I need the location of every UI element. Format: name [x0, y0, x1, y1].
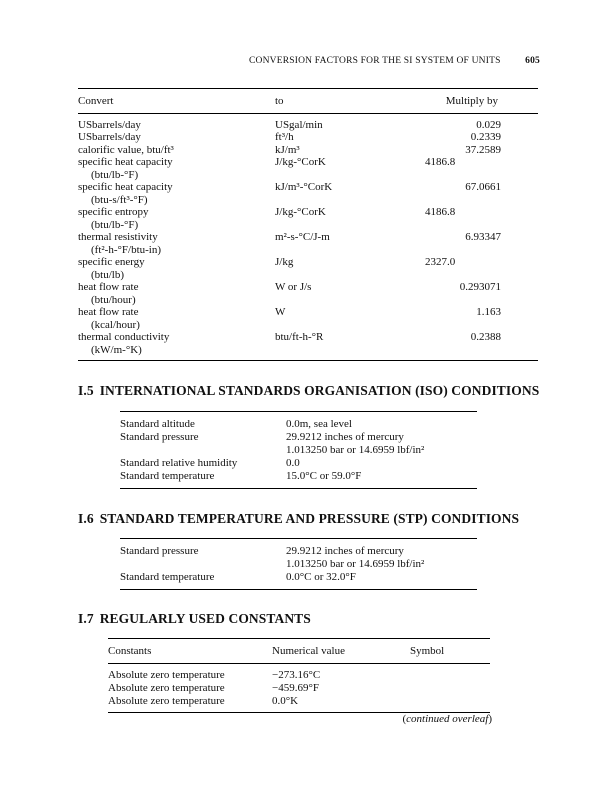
convert-to: btu/ft-h-°R [275, 331, 324, 343]
conversion-table-header [78, 89, 538, 114]
multiply-factor: 4186.8 [425, 156, 456, 168]
condition-label [120, 558, 286, 571]
multiply-factor: 37.2589 [465, 143, 501, 156]
condition-label: Standard relative humidity [120, 457, 238, 469]
continued-note: (continued overleaf) [402, 713, 492, 725]
convert-to: J/kg [275, 256, 294, 268]
multiply-factor: 67.0661 [465, 181, 501, 193]
constant-symbol [410, 695, 490, 713]
conversion-table-body [78, 113, 538, 361]
constant-value: −459.69°F [272, 682, 319, 694]
condition-label: Standard pressure [120, 431, 199, 443]
condition-label: Standard temperature [120, 470, 215, 482]
section-heading-iso [78, 383, 539, 399]
constant-value: 0.0°K [272, 695, 299, 707]
multiply-factor: 0.293071 [459, 281, 501, 293]
convert-to: kJ/m³-°CorK [275, 181, 333, 193]
conversion-row [78, 231, 538, 256]
conversion-row [78, 331, 538, 361]
running-head [249, 56, 540, 66]
convert-from-unit: (btu-s/ft³-°F) [91, 193, 148, 206]
convert-to: m²-s-°C/J-m [275, 231, 330, 243]
condition-value: 1.013250 bar or 14.6959 lbf/in² [286, 558, 425, 570]
header-symbol: Symbol [410, 645, 445, 657]
condition-label [120, 444, 286, 457]
convert-from: thermal conductivity [78, 331, 170, 343]
condition-row [120, 444, 477, 457]
stp-conditions-table [120, 538, 477, 590]
section-heading-constants [78, 611, 311, 627]
convert-to: W [275, 306, 286, 318]
convert-from-unit: (btu/hour) [91, 293, 136, 306]
constants-table [108, 638, 490, 713]
section-title: INTERNATIONAL STANDARDS ORGANISATION (ISO) CONDITIONS [99, 383, 540, 398]
continued-text: continued overleaf [406, 713, 489, 725]
condition-row [120, 571, 477, 590]
section-title: REGULARLY USED CONSTANTS [99, 611, 311, 626]
convert-from: USbarrels/day [78, 131, 141, 143]
header-to: to [275, 95, 284, 107]
header-numerical-value: Numerical value [272, 645, 345, 657]
convert-to: J/kg-°CorK [275, 156, 326, 168]
condition-row [120, 558, 477, 571]
iso-conditions-body [120, 412, 477, 489]
convert-from: USbarrels/day [78, 118, 141, 131]
multiply-factor: 0.029 [476, 118, 501, 131]
condition-value: 0.0m, sea level [286, 418, 352, 430]
stp-conditions-body [120, 539, 477, 590]
section-number: I.6 [78, 511, 94, 526]
running-head-title: CONVERSION FACTORS FOR THE SI SYSTEM OF UNITS [249, 56, 501, 66]
convert-from-unit: (btu/lb-°F) [91, 218, 139, 231]
condition-row [120, 412, 477, 432]
convert-from: heat flow rate [78, 281, 139, 293]
convert-from: specific entropy [78, 206, 149, 218]
multiply-factor: 4186.8 [425, 206, 456, 218]
condition-label: Standard altitude [120, 418, 195, 430]
convert-from: heat flow rate [78, 306, 139, 318]
constants-table-body [108, 664, 490, 713]
multiply-factor: 6.93347 [465, 231, 501, 243]
constant-value: −273.16°C [272, 669, 321, 681]
convert-from: specific heat capacity [78, 156, 173, 168]
convert-to: W or J/s [275, 281, 312, 293]
condition-row [120, 457, 477, 470]
constant-row [108, 664, 490, 683]
section-number: I.7 [78, 611, 94, 626]
conversion-factors-table [78, 88, 538, 361]
convert-to: ft³/h [275, 131, 294, 143]
convert-to: J/kg-°CorK [275, 206, 326, 218]
conversion-row [78, 281, 538, 306]
condition-value: 29.9212 inches of mercury [286, 431, 404, 443]
convert-from-unit: (ft²-h-°F/btu-in) [91, 243, 162, 256]
condition-value: 1.013250 bar or 14.6959 lbf/in² [286, 444, 425, 456]
convert-from: thermal resistivity [78, 231, 158, 243]
convert-from-unit: (kW/m-°K) [91, 343, 142, 356]
convert-to: kJ/m³ [275, 143, 300, 156]
constant-name: Absolute zero temperature [108, 695, 225, 707]
constant-symbol [410, 682, 490, 695]
constant-row [108, 695, 490, 713]
section-title: STANDARD TEMPERATURE AND PRESSURE (STP) CONDITIONS [99, 511, 520, 526]
convert-to: USgal/min [275, 118, 323, 131]
constant-name: Absolute zero temperature [108, 682, 225, 694]
convert-from-unit: (btu/lb) [91, 268, 124, 281]
condition-row [120, 431, 477, 444]
constant-symbol [410, 664, 490, 683]
convert-from-unit: (btu/lb-°F) [91, 168, 139, 181]
conversion-row [78, 131, 538, 144]
section-heading-stp [78, 511, 519, 527]
condition-value: 29.9212 inches of mercury [286, 545, 404, 557]
conversion-row [78, 156, 538, 181]
header-constants: Constants [108, 645, 152, 657]
convert-from: specific heat capacity [78, 181, 173, 193]
conversion-row [78, 256, 538, 281]
condition-label: Standard pressure [120, 545, 199, 557]
multiply-factor: 1.163 [476, 306, 501, 318]
conversion-row [78, 113, 538, 131]
iso-conditions-table [120, 411, 477, 489]
condition-row [120, 470, 477, 489]
header-multiply-by: Multiply by [445, 95, 498, 107]
condition-value: 0.0°C or 32.0°F [286, 571, 356, 583]
constant-name: Absolute zero temperature [108, 669, 225, 681]
convert-from-unit: (kcal/hour) [91, 318, 140, 331]
condition-value: 15.0°C or 59.0°F [286, 470, 362, 482]
convert-from: calorific value, btu/ft³ [78, 143, 174, 156]
page-number: 605 [525, 56, 540, 66]
convert-from: specific energy [78, 256, 145, 268]
multiply-factor: 0.2339 [470, 131, 501, 143]
conversion-row [78, 306, 538, 331]
section-number: I.5 [78, 383, 94, 398]
header-convert: Convert [78, 95, 114, 107]
constant-row [108, 682, 490, 695]
multiply-factor: 2327.0 [425, 256, 456, 268]
conversion-row [78, 206, 538, 231]
constants-table-header [108, 639, 490, 664]
conversion-row [78, 144, 538, 157]
condition-row [120, 539, 477, 559]
condition-value: 0.0 [286, 457, 300, 469]
multiply-factor: 0.2388 [470, 331, 501, 343]
condition-label: Standard temperature [120, 571, 215, 583]
conversion-row [78, 181, 538, 206]
